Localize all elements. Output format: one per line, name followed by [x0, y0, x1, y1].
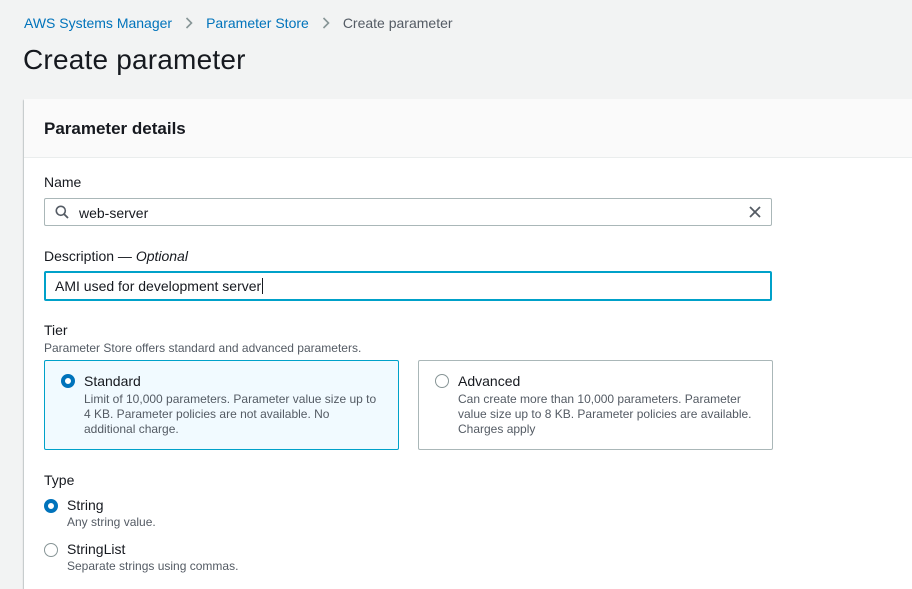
name-input-value: web-server	[79, 205, 149, 221]
tier-standard-description	[84, 392, 384, 437]
tier-advanced-description	[458, 392, 758, 437]
search-icon	[55, 205, 69, 219]
radio-checked-icon[interactable]	[61, 374, 75, 388]
text-caret	[262, 278, 263, 294]
panel-header	[24, 99, 912, 158]
tier-standard-desc-line: 4 KB. Parameter policies are not available. No	[84, 407, 330, 421]
breadcrumb-current: Create parameter	[342, 15, 453, 31]
page-title: Create parameter	[23, 44, 246, 75]
description-input-content	[55, 278, 263, 294]
tier-advanced-desc-line: Can create more than 10,000 parameters. Parameter	[458, 392, 741, 406]
panel-title: Parameter details	[44, 119, 186, 138]
type-stringlist-description: Separate strings using commas.	[67, 559, 239, 573]
chevron-right-icon	[172, 17, 206, 29]
description-label	[44, 248, 188, 264]
radio-unchecked-icon[interactable]	[435, 374, 449, 388]
tier-advanced-desc-line: value size up to 8 KB. Parameter policies are available.	[458, 407, 752, 421]
tier-label: Tier	[44, 322, 68, 338]
tier-advanced-desc-line: Charges apply	[458, 422, 536, 436]
tier-advanced-title: Advanced	[458, 373, 521, 389]
tier-standard-desc-line: Limit of 10,000 parameters. Parameter value size up to	[84, 392, 377, 406]
description-input-value: AMI used for development server	[55, 278, 262, 294]
tier-standard-desc-line: additional charge.	[84, 422, 179, 436]
type-string-title: String	[67, 497, 104, 513]
breadcrumb-systems-manager-link[interactable]: AWS Systems Manager	[24, 15, 173, 31]
type-stringlist-title: StringList	[67, 541, 126, 557]
tier-standard-title: Standard	[84, 373, 141, 389]
parameter-details-panel	[24, 99, 912, 589]
tier-hint: Parameter Store offers standard and advanced parameters.	[44, 341, 362, 355]
optional-tag: Optional	[135, 248, 188, 264]
breadcrumb-parameter-store-link[interactable]: Parameter Store	[206, 15, 309, 31]
description-input[interactable]	[44, 271, 772, 301]
tier-standard-tile[interactable]	[44, 360, 399, 450]
description-label-text: Description —	[44, 248, 136, 264]
name-label: Name	[44, 174, 82, 190]
breadcrumb	[24, 15, 453, 31]
radio-checked-icon[interactable]	[44, 499, 58, 513]
type-string-description: Any string value.	[67, 515, 156, 529]
close-icon[interactable]	[748, 205, 762, 219]
chevron-right-icon	[309, 17, 343, 29]
type-label: Type	[44, 472, 75, 488]
radio-unchecked-icon[interactable]	[44, 543, 58, 557]
name-input[interactable]	[44, 198, 772, 226]
tier-advanced-tile[interactable]	[418, 360, 773, 450]
